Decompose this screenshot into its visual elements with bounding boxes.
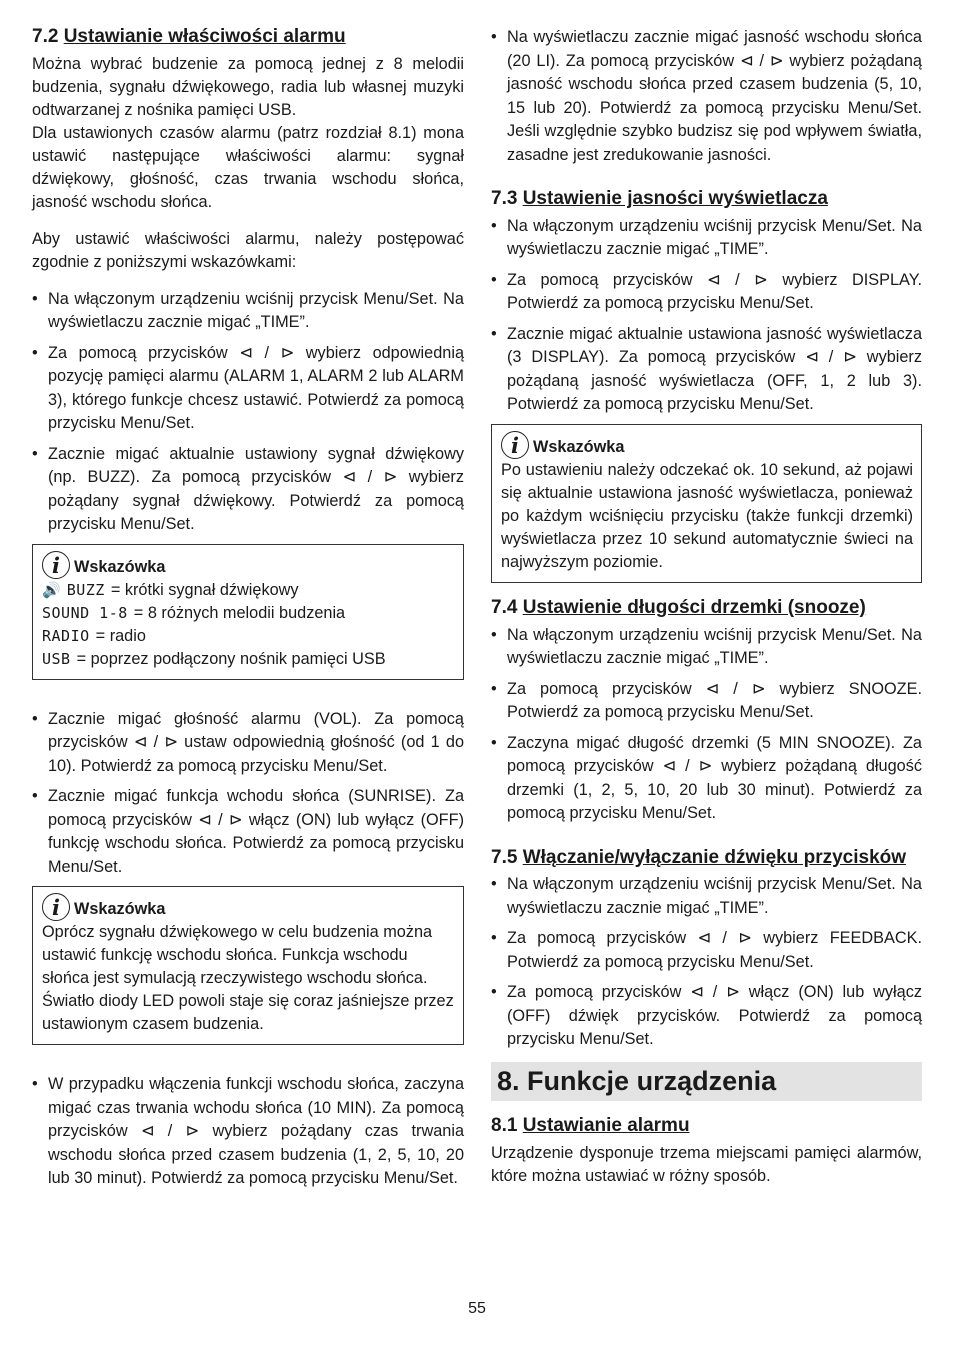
list-item: • Za pomocą przycisków ⊲ / ⊳ wybierz DISPLAY. Potwierdź za pomocą przycisku Menu/Set. [491, 269, 922, 316]
list-item: • Na włączonym urządzeniu wciśnij przycisk Menu/Set. Na wyświetlaczu zacznie migać „TIME”. [491, 624, 922, 671]
list-item: • Na wyświetlaczu zacznie migać jasność wschodu słońca (20 LI). Za pomocą przycisków ⊲ / ⊳ wybierz pożądaną jasność wschodu słońca przed czasem budzenia (5, 10, 15 lub 20). Potwierdź za pomocą przycisku Menu/Set. Jeśli względnie szybko budzisz się pod wpływem światła, zasadne jest zredukowanie jasności. [491, 26, 922, 167]
section-8-1-heading: 8.1 Ustawianie alarmu [491, 1114, 690, 1136]
list-item: • Na włączonym urządzeniu wciśnij przycisk Menu/Set. Na wyświetlaczu zacznie migać „TIME”. [32, 288, 464, 335]
info-icon: i [42, 551, 70, 579]
right-column [491, 26, 922, 1188]
bullet-list [32, 1073, 464, 1191]
left-column [32, 26, 464, 1198]
note-row: SOUND 1-8 = 8 różnych melodii budzenia [42, 603, 346, 622]
sound-icon: 🔊 [42, 581, 61, 599]
page-number: 55 [468, 1300, 486, 1317]
section-7-2-heading: 7.2 Ustawianie właściwości alarmu [32, 26, 346, 47]
note-row: 🔊 BUZZ = krótki sygnał dźwiękowy [42, 579, 455, 602]
paragraph: Urządzenie dysponuje trzema miejscami pamięci alarmów, które można ustawiać w różny sposób. [491, 1143, 922, 1185]
list-item: • Za pomocą przycisków ⊲ / ⊳ włącz (ON) lub wyłącz (OFF) dźwięk przycisków. Potwierdź za pomocą przycisku Menu/Set. [491, 981, 922, 1052]
list-item: • Zaczyna migać długość drzemki (5 MIN SNOOZE). Za pomocą przycisków ⊲ / ⊳ wybierz pożądaną długość drzemki (1, 2, 5, 10, 20 lub 30 minut). Potwierdź za pomocą przycisku Menu/Set. [491, 732, 922, 826]
list-item: • Zacznie migać głośność alarmu (VOL). Za pomocą przycisków ⊲ / ⊳ ustaw odpowiednią głośność (od 1 do 10). Potwierdź za pomocą przycisku Menu/Set. [32, 708, 464, 779]
list-item: • Za pomocą przycisków ⊲ / ⊳ wybierz odpowiednią pozycję pamięci alarmu (ALARM 1, ALARM 2 lub ALARM 3), którego funkcje chcesz ustawić. Potwierdź za pomocą przycisku Menu/Set. [32, 342, 464, 436]
section-7-3-heading: 7.3 Ustawienie jasności wyświetlacza [491, 188, 828, 209]
section-7-5-heading: 7.5 Włączanie/wyłączanie dźwięku przycisków [491, 846, 907, 868]
bullet-list [32, 288, 464, 537]
list-item: • Za pomocą przycisków ⊲ / ⊳ wybierz SNOOZE. Potwierdź za pomocą przycisku Menu/Set. [491, 678, 922, 725]
note-box [32, 886, 464, 1045]
note-row: RADIO = radio [42, 626, 146, 645]
note-text: Oprócz sygnału dźwiękowego w celu budzenia można ustawić funkcję wschodu słońca. Funkcja wschodu słońca jest symulacją rzeczywistego wschodu słońca. Światło diody LED powoli staje się coraz jaśniejsze przez ustawionym czasem budzenia. [42, 923, 454, 1034]
bullet-list [491, 215, 922, 417]
list-item: • Zacznie migać funkcja wchodu słońca (SUNRISE). Za pomocą przycisków ⊲ / ⊳ włącz (ON) lub wyłącz (OFF) funkcję wschodu słońca. Potwierdź za pomocą przycisku Menu/Set. [32, 785, 464, 879]
paragraph: Aby ustawić właściwości alarmu, należy postępować zgodnie z poniższymi wskazówkami: [32, 229, 464, 271]
list-item: • Za pomocą przycisków ⊲ / ⊳ wybierz FEEDBACK. Potwierdź za pomocą przycisku Menu/Set. [491, 927, 922, 974]
list-item: • Na włączonym urządzeniu wciśnij przycisk Menu/Set. Na wyświetlaczu zacznie migać „TIME”. [491, 215, 922, 262]
bullet-list [491, 624, 922, 826]
paragraph: Dla ustawionych czasów alarmu (patrz rozdział 8.1) mona ustawić następujące właściwości alarmu: sygnał dźwiękowy, głośność, czas trwania wschodu słońca, jasność wschodu słońca. [32, 123, 464, 211]
note-row: USB = poprzez podłączony nośnik pamięci USB [42, 649, 386, 668]
list-item: • W przypadku włączenia funkcji wschodu słońca, zaczyna migać czas trwania wchodu słońca (10 MIN). Za pomocą przycisków ⊲ / ⊳ wybierz pożądany czas trwania wschodu słońca przed czasem budzenia (1, 2, 5, 10, 20 lub 30 minut). Potwierdź za pomocą przycisku Menu/Set. [32, 1073, 464, 1191]
note-text: Po ustawieniu należy odczekać ok. 10 sekund, aż pojawi się aktualnie ustawiona jasność wyświetlacza, ponieważ po każdym wciśnięciu przycisku (także funkcji drzemki) wyświetlacza przez 10 sekund automatycznie świeci na najwyższym poziomie. [501, 460, 913, 571]
paragraph: Można wybrać budzenie za pomocą jednej z 8 melodii budzenia, sygnału dźwiękowego, radia lub własnej muzyki odtwarzanej z nośnika pamięci USB. [32, 54, 464, 119]
info-icon: i [42, 893, 70, 921]
note-box [491, 424, 922, 583]
note-box [32, 544, 464, 680]
chapter-8-heading: 8. Funkcje urządzenia [491, 1062, 922, 1101]
list-item: • Zacznie migać aktualnie ustawiona jasność wyświetlacza (3 DISPLAY). Za pomocą przycisków ⊲ / ⊳ wybierz pożądaną jasność wyświetlacza (OFF, 1, 2 lub 3). Potwierdź za pomocą przycisku Menu/Set. [491, 323, 922, 417]
note-heading: Wskazówka [74, 557, 166, 576]
section-7-4-heading: 7.4 Ustawienie długości drzemki (snooze) [491, 596, 866, 618]
bullet-list [491, 26, 922, 167]
list-item: • Zacznie migać aktualnie ustawiony sygnał dźwiękowy (np. BUZZ). Za pomocą przycisków ⊲ / ⊳ wybierz pożądany sygnał dźwiękowy. Potwierdź za pomocą przycisku Menu/Set. [32, 443, 464, 537]
note-heading: Wskazówka [533, 437, 625, 456]
info-icon: i [501, 431, 529, 459]
list-item: • Na włączonym urządzeniu wciśnij przycisk Menu/Set. Na wyświetlaczu zacznie migać „TIME”. [491, 873, 922, 920]
bullet-list [491, 873, 922, 1052]
bullet-list [32, 708, 464, 880]
note-heading: Wskazówka [74, 900, 166, 919]
